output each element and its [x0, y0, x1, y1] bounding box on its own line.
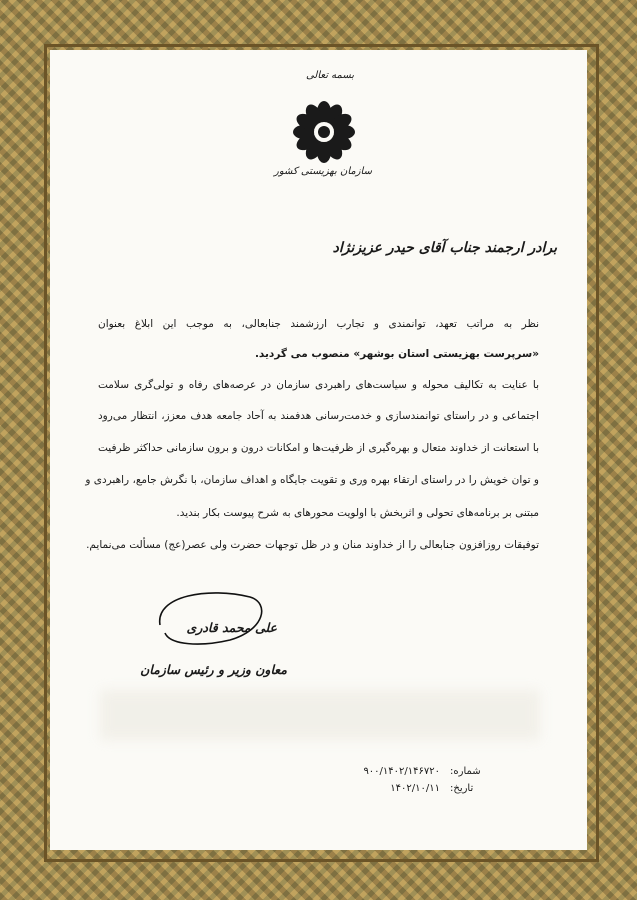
number-label: شماره:: [450, 766, 481, 777]
body-line: نظر به مراتب تعهد، توانمندی و تجارب ارزشمند جنابعالی، به موجب این ابلاغ بعنوان: [98, 318, 539, 330]
flower-emblem-icon: [292, 100, 356, 164]
date-value: ۱۴۰۲/۱۰/۱۱: [390, 783, 440, 794]
body-line: توفیقات روزافزون جنابعالی را از خداوند منان و در ظل توجهات حضرت ولی عصر(عج) مسألت می‌نمایم.: [86, 539, 539, 551]
signer-name: علی محمد قادری: [186, 620, 277, 635]
organization-name: سازمان بهزیستی کشور: [273, 166, 372, 177]
number-value: ۹۰۰/۱۴۰۲/۱۴۶۷۲۰: [363, 766, 440, 777]
body-line: با عنایت به تکالیف محوله و سیاست‌های راهبردی سازمان در عرصه‌های رفاه و تولی‌گری سلامت: [98, 379, 539, 391]
body-line: مبتنی بر برنامه‌های تحولی و اثربخش با اولویت محورهای به شرح پیوست بکار بندید.: [176, 507, 539, 519]
body-line: و توان خویش را در راستای ارتقاء بهره وری و تقویت جایگاه و اهداف سازمان، با نگرش جامع، راهبردی و: [85, 474, 539, 486]
body-line: «سرپرست بهزیستی استان بوشهر» منصوب می گردید.: [254, 348, 539, 360]
signer-title: معاون وزیر و رئیس سازمان: [140, 662, 287, 677]
date-label: تاریخ:: [450, 783, 474, 794]
salutation-line: برادر ارجمند جناب آقای حیدر عزیزنژاد: [332, 240, 557, 256]
invocation-text: بسمه تعالی: [305, 70, 355, 81]
body-line: اجتماعی و در راستای توانمندسازی و خدمت‌رسانی هدفمند به آحاد جامعه هدف معزز، انتظار می‌رود: [98, 410, 539, 422]
redacted-area: [100, 690, 540, 740]
body-line: با استعانت از خداوند متعال و بهره‌گیری از ظرفیت‌ها و امکانات درون و برون سازمانی حداکثر ظرفیت: [98, 442, 539, 454]
